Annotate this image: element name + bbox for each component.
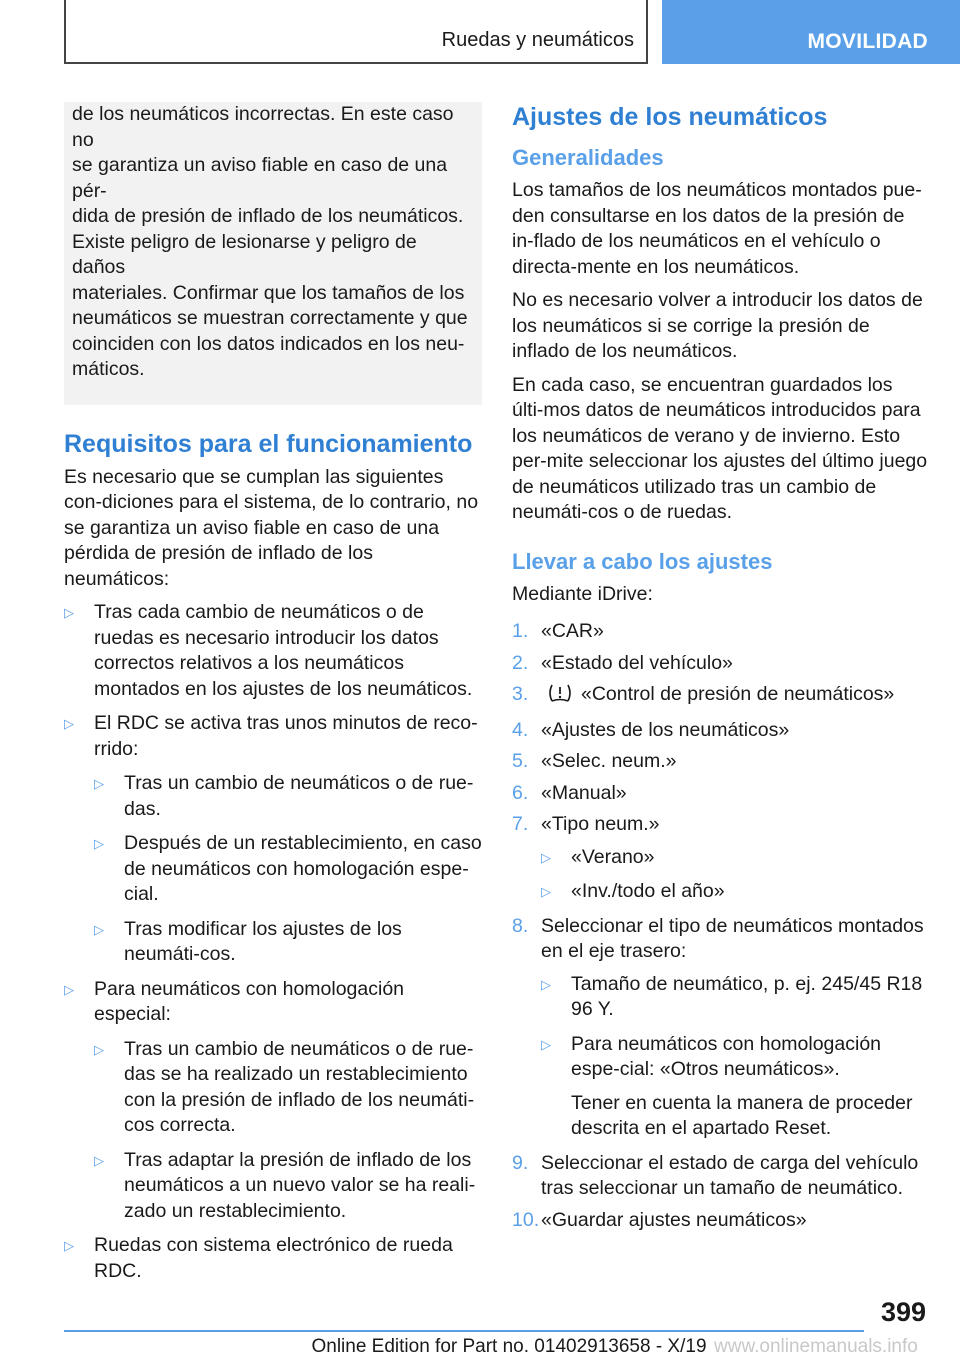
list-item: ▷ Para neumáticos con homologación espe-cial: «Otros neumáticos». Tener en cuenta la manera de proceder descrita en el apartado Reset. — [541, 1032, 928, 1142]
page-number: 399 — [880, 1297, 926, 1327]
triangle-bullet-icon: ▷ — [94, 1152, 104, 1168]
list-item: ▷ Ruedas con sistema electrónico de rueda RDC. — [64, 1234, 453, 1282]
list-item: 2. «Estado del vehículo» — [512, 651, 733, 674]
triangle-bullet-icon: ▷ — [541, 884, 551, 899]
list-item: 5. «Selec. neum.» — [512, 750, 677, 772]
list-item: ▷ Tras adaptar la presión de inflado de los neumáticos a un nuevo valor se ha reali-zado un restablecimiento. — [94, 1148, 476, 1222]
warning-line: Existe peligro de lesionarse y peligro de daños — [72, 230, 417, 278]
triangle-bullet-icon: ▷ — [64, 1238, 74, 1253]
paragraph: No es necesario volver a introducir los datos de los neumáticos si se corrige la presión de inflado de los neumáticos. — [512, 289, 923, 362]
edition-note: Online Edition for Part no. 01402913658 - X/19 — [311, 1336, 707, 1357]
triangle-bullet-icon: ▷ — [541, 849, 551, 865]
subsection-heading: Generalidades — [512, 145, 664, 170]
warning-box — [64, 102, 482, 405]
steps-list — [512, 619, 928, 1233]
sub-list — [541, 972, 928, 1142]
section-tab — [662, 0, 960, 64]
warning-line: máticos. — [72, 358, 145, 380]
list-item: ▷ Después de un restablecimiento, en caso de neumáticos con homologación espe-cial. — [94, 832, 482, 905]
list-item: 6. «Manual» — [512, 781, 627, 804]
list-item: ▷ «Inv./todo el año» — [541, 879, 928, 905]
list-item: 3. «Control de presión de neumáticos» — [512, 682, 928, 712]
list-item: ▷ Tras un cambio de neumáticos o de rue-das se ha realizado un restablecimiento con la presión de inflado de los neumáti-cos correcta. — [94, 1037, 475, 1136]
list-item: 10. «Guardar ajustes neumáticos» — [512, 1208, 807, 1231]
left-column — [64, 102, 482, 1293]
section-heading: Requisitos para el funcionamiento — [64, 429, 473, 458]
list-item: 9. Seleccionar el estado de carga del vehículo tras seleccionar un tamaño de neumático. — [512, 1151, 919, 1199]
subsection-heading: Llevar a cabo los ajustes — [512, 548, 773, 574]
paragraph: En cada caso, se encuentran guardados los últi-mos datos de neumáticos introducidos para los neumáticos de verano y de invierno. Esto per-mite seleccionar los ajustes del último juego de neumáticos utilizado tras un cambio de neumáti-cos o de ruedas. — [512, 373, 928, 523]
list-item: ▷ Para neumáticos con homologación especial: ▷ Tras un cambio de neumáticos o de rue-das se ha realizado un restablecimiento con la presión de inflado de los neumáti-cos correcta. ▷ Tras adaptar la presión de inflado de los neumáticos a un nuevo valor se ha reali-zado un restablecimiento. — [64, 977, 482, 1225]
triangle-bullet-icon: ▷ — [94, 1041, 104, 1057]
chapter-title: Ruedas y neumáticos — [441, 29, 634, 51]
paragraph: Los tamaños de los neumáticos montados pue-den consultarse en los datos de la presión de in-flado de los neumáticos en el vehículo o directa-mente en los neumáticos. — [512, 179, 922, 278]
note-text: Tener en cuenta la manera de proceder descrita en el apartado Reset. — [571, 1091, 913, 1139]
section-tab-label: MOVILIDAD — [807, 30, 928, 53]
triangle-bullet-icon: ▷ — [541, 976, 551, 992]
list-item: ▷ Tamaño de neumático, p. ej. 245/45 R18 96 Y. — [541, 972, 923, 1020]
warning-line: de los neumáticos incorrectas. En este caso no — [72, 103, 454, 151]
sub-list — [94, 1037, 482, 1225]
footer-divider — [64, 1330, 864, 1332]
list-item: ▷ Tras cada cambio de neumáticos o de ruedas es necesario introducir los datos correctos relativos a los neumáticos montados en los ajustes de los neumáticos. — [64, 601, 473, 700]
triangle-bullet-icon: ▷ — [94, 921, 104, 937]
right-column — [512, 102, 928, 1239]
tire-pressure-warning-icon — [547, 682, 573, 712]
triangle-bullet-icon: ▷ — [94, 836, 104, 851]
section-heading: Ajustes de los neumáticos — [512, 103, 828, 131]
triangle-bullet-icon: ▷ — [541, 1036, 551, 1052]
triangle-bullet-icon: ▷ — [94, 776, 104, 791]
list-item: ▷ Tras modificar los ajustes de los neumáti-cos. — [94, 917, 402, 965]
triangle-bullet-icon: ▷ — [64, 605, 74, 620]
warning-line: materiales. Confirmar que los tamaños de los — [72, 281, 465, 304]
watermark: www.onlinemanuals.info — [714, 1336, 918, 1357]
warning-line: se garantiza un aviso fiable en caso de una pér- — [72, 154, 448, 202]
sub-list — [94, 771, 482, 968]
triangle-bullet-icon: ▷ — [64, 981, 74, 997]
list-item: ▷ Tras un cambio de neumáticos o de rue-das. — [94, 772, 474, 820]
list-item: 7. «Tipo neum.» ▷ «Verano» ▷ «Inv./todo el año» — [512, 812, 928, 905]
requirements-list — [64, 600, 482, 1284]
list-item: 8. Seleccionar el tipo de neumáticos montados en el eje trasero: ▷ Tamaño de neumático, p. ej. 245/45 R18 96 Y. ▷ Para neumáticos con homologación espe-cial: «Otros neumáticos». Tener en cuenta la manera de proceder descrita en el apartado Reset. — [512, 914, 928, 1142]
warning-line: coinciden con los datos indicados en los neu- — [72, 332, 465, 355]
list-item: 4. «Ajustes de los neumáticos» — [512, 718, 790, 741]
paragraph: Mediante iDrive: — [512, 582, 653, 605]
list-item: ▷ «Verano» — [541, 845, 928, 871]
warning-line: dida de presión de inflado de los neumáticos. — [72, 205, 464, 227]
sub-list — [541, 845, 928, 905]
intro-paragraph: Es necesario que se cumplan las siguientes con-diciones para el sistema, de lo contrario, no se garantiza un aviso fiable en caso de una pérdida de presión de inflado de los neumáticos: — [64, 465, 479, 590]
warning-line: neumáticos se muestran correctamente y que — [72, 307, 468, 329]
triangle-bullet-icon: ▷ — [64, 716, 74, 731]
list-item: ▷ El RDC se activa tras unos minutos de reco-rrido: ▷ Tras un cambio de neumáticos o de rue-das. ▷ Después de un restablecimiento, en caso de neumáticos con homologación espe-cial. ▷ Tras modificar los ajustes de los neumáti-cos. — [64, 711, 482, 968]
running-header — [64, 0, 648, 64]
list-item: 1. «CAR» — [512, 620, 604, 642]
